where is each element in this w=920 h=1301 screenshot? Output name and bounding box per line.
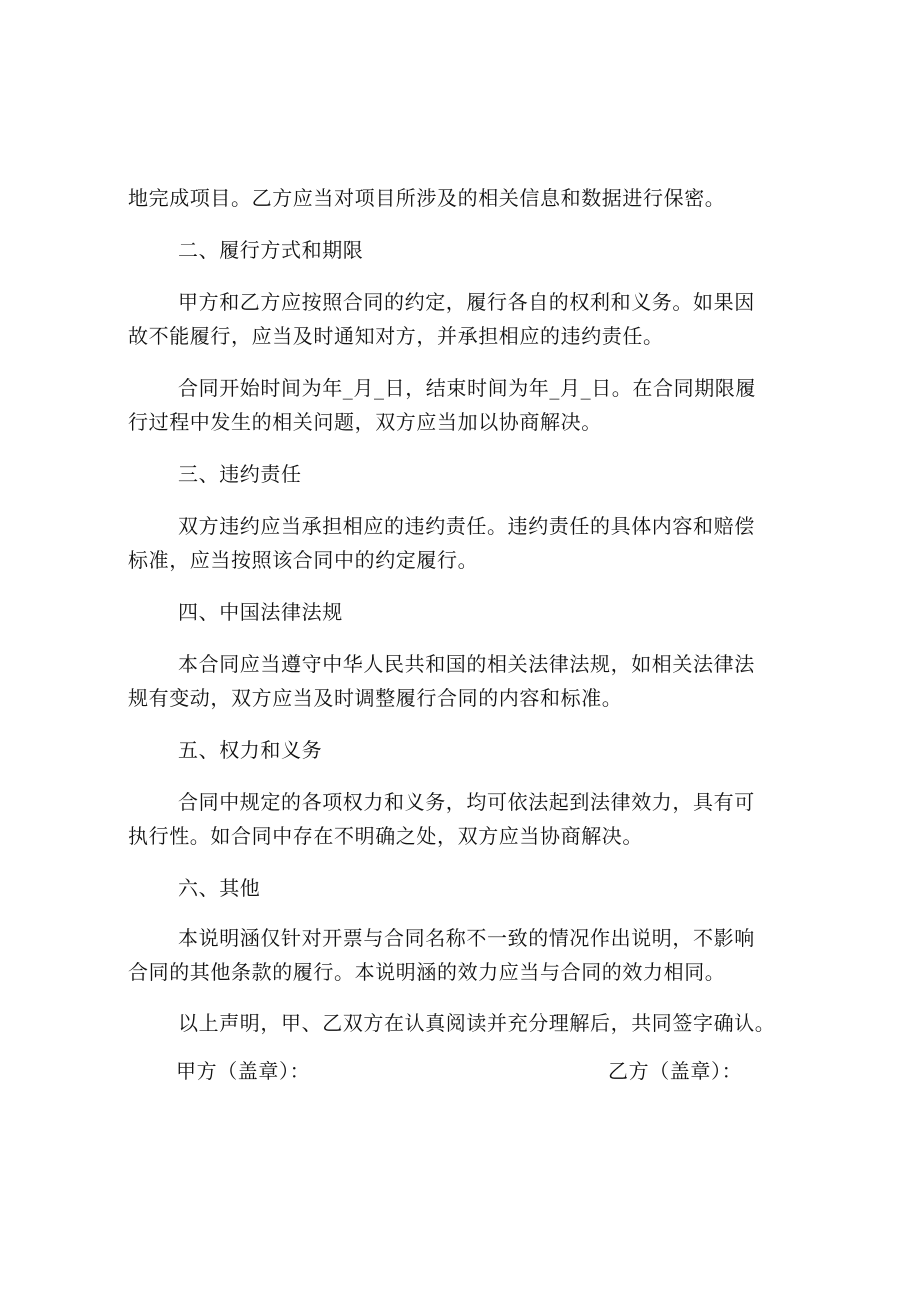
paragraph-line: 合同的其他条款的履行。本说明涵的效力应当与合同的效力相同。 xyxy=(128,960,726,984)
paragraph-line: 标准，应当按照该合同中的约定履行。 xyxy=(128,548,479,572)
paragraph-line: 规有变动，双方应当及时调整履行合同的内容和标准。 xyxy=(128,686,623,710)
paragraph-line: 行过程中发生的相关问题，双方应当加以协商解决。 xyxy=(128,410,602,434)
paragraph-line: 双方违约应当承担相应的违约责任。违约责任的具体内容和赔偿 xyxy=(178,514,755,538)
section-heading-4: 四、中国法律法规 xyxy=(178,600,343,624)
paragraph-line: 合同开始时间为年_月_日，结束时间为年_月_日。在合同期限履 xyxy=(178,376,756,400)
paragraph-line: 本说明涵仅针对开票与合同名称不一致的情况作出说明，不影响 xyxy=(178,926,755,950)
party-b-seal: 乙方（盖章）： xyxy=(608,1059,743,1083)
party-a-seal: 甲方（盖章）： xyxy=(176,1059,311,1083)
section-heading-2: 二、履行方式和期限 xyxy=(178,238,364,262)
paragraph-line: 本合同应当遵守中华人民共和国的相关法律法规，如相关法律法 xyxy=(178,652,755,676)
paragraph-line: 故不能履行，应当及时通知对方，并承担相应的违约责任。 xyxy=(128,324,664,348)
section-heading-5: 五、权力和义务 xyxy=(178,738,323,762)
section-heading-3: 三、违约责任 xyxy=(178,462,302,486)
paragraph-line: 甲方和乙方应按照合同的约定，履行各自的权利和义务。如果因 xyxy=(178,290,755,314)
continuation-line: 地完成项目。乙方应当对项目所涉及的相关信息和数据进行保密。 xyxy=(128,186,726,210)
paragraph-line: 合同中规定的各项权力和义务，均可依法起到法律效力，具有可 xyxy=(178,790,755,814)
declaration: 以上声明，甲、乙双方在认真阅读并充分理解后，共同签字确认。 xyxy=(178,1011,776,1035)
section-heading-6: 六、其他 xyxy=(178,876,261,900)
paragraph-line: 执行性。如合同中存在不明确之处，双方应当协商解决。 xyxy=(128,824,643,848)
